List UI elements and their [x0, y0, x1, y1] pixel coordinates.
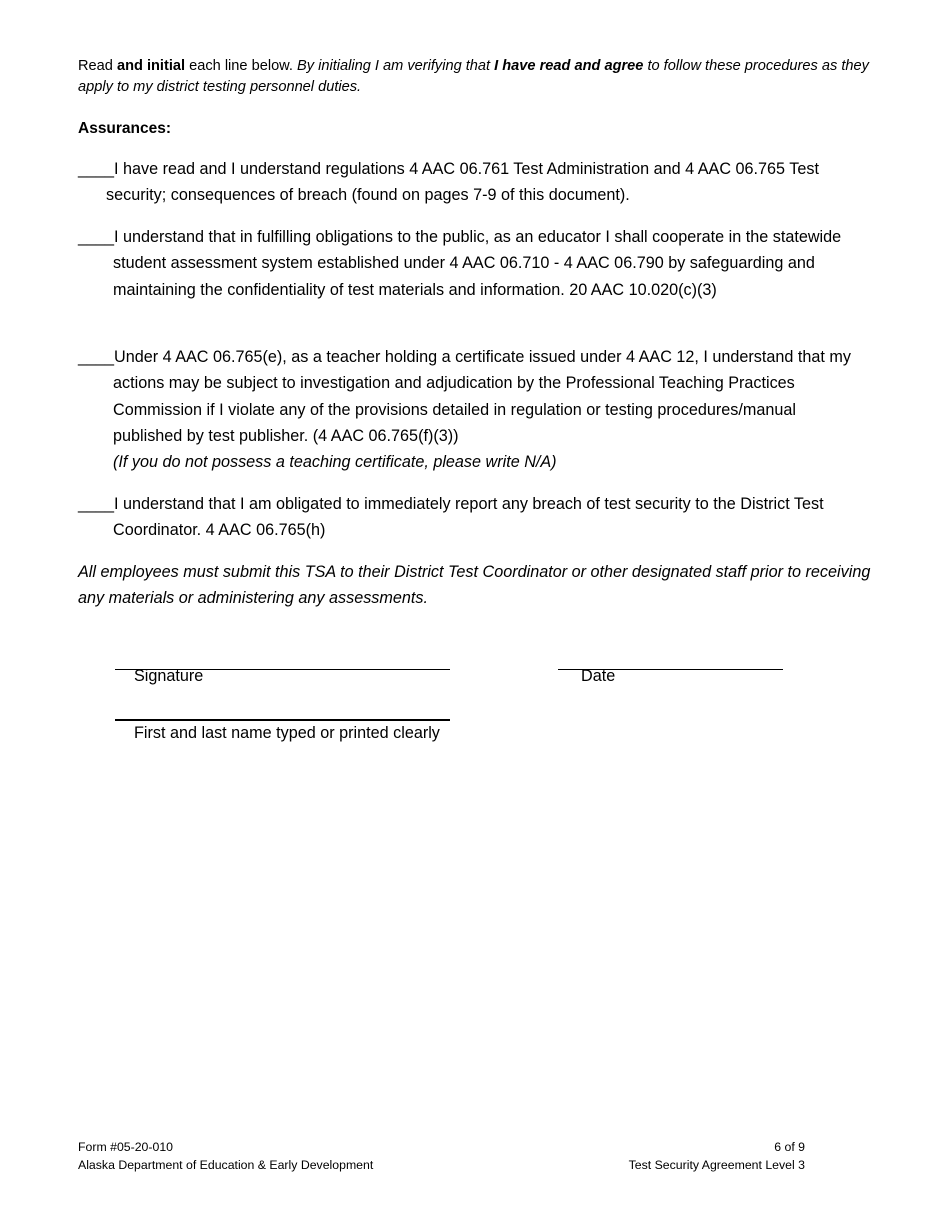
- signature-label: Signature: [134, 667, 204, 685]
- assurance-item-3-text: [78, 344, 868, 449]
- assurance-text-1: I have read and I understand regulations 4 AAC 06.761 Test Administration and 4 AAC 06.765 Test security; consequences of breach (found on pages 7-9 of this document).: [106, 160, 819, 205]
- intro-text-2: each line below.: [185, 58, 298, 74]
- certificate-note: (If you do not possess a teaching certificate, please write N/A): [113, 453, 557, 472]
- assurance-item-2-text: [78, 224, 868, 303]
- department-name: Alaska Department of Education & Early Development: [78, 1157, 374, 1172]
- printed-name-label: First and last name typed or printed clearly: [134, 724, 440, 742]
- initial-blank-4[interactable]: ____: [78, 495, 115, 513]
- footer-right: [580, 1139, 805, 1174]
- intro-text-1: Read: [78, 58, 117, 74]
- intro-text-italic: By initialing I am verifying that: [297, 58, 495, 74]
- printed-name-line[interactable]: [115, 719, 450, 721]
- footer-left: [78, 1139, 373, 1174]
- assurance-item-3: [78, 344, 868, 475]
- assurance-text-2: I understand that in fulfilling obligations to the public, as an educator I shall cooperate in the statewide student assessment system established under 4 AAC 06.710 - 4 AAC 06.790 by safeguarding and maintaining the confidentiality of test materials and information. 20 AAC 10.020(c)(3): [113, 228, 842, 299]
- assurance-text-3: Under 4 AAC 06.765(e), as a teacher holding a certificate issued under 4 AAC 12, I understand that my actions may be subject to investigation and adjudication by the Professional Teaching Practices Commission if I violate any of the provisions detailed in regulation or testing procedures/manual published by test publisher. (4 AAC 06.765(f)(3)): [113, 348, 851, 445]
- assurance-item-4: [78, 491, 868, 544]
- assurance-item-1: [78, 156, 868, 209]
- submission-notice: All employees must submit this TSA to their District Test Coordinator or other designated staff prior to receiving any materials or administering any assessments.: [78, 563, 871, 608]
- assurances-heading: Assurances:: [78, 120, 172, 137]
- intro-text-bold-italic: I have read and agree: [494, 58, 644, 74]
- form-number: Form #05-20-010: [78, 1140, 174, 1154]
- document-title: Test Security Agreement Level 3: [628, 1157, 805, 1172]
- intro-text-bold: and initial: [116, 58, 186, 74]
- initial-blank-1[interactable]: ____: [78, 160, 115, 178]
- page-number: 6 of 9: [774, 1140, 805, 1154]
- date-label: Date: [581, 667, 616, 685]
- assurance-item-2: [78, 224, 868, 303]
- initial-blank-2[interactable]: ____: [78, 228, 115, 246]
- initial-blank-3[interactable]: ____: [78, 348, 115, 366]
- intro-text-italic-2: to follow these procedures as they apply to my district testing personnel duties.: [78, 58, 869, 95]
- assurance-item-1-text: [78, 156, 868, 209]
- instructions-paragraph: [78, 56, 878, 98]
- assurance-item-4-text: [78, 491, 868, 544]
- assurance-text-4: I understand that I am obligated to immediately report any breach of test security to the District Test Coordinator. 4 AAC 06.765(h): [113, 495, 824, 540]
